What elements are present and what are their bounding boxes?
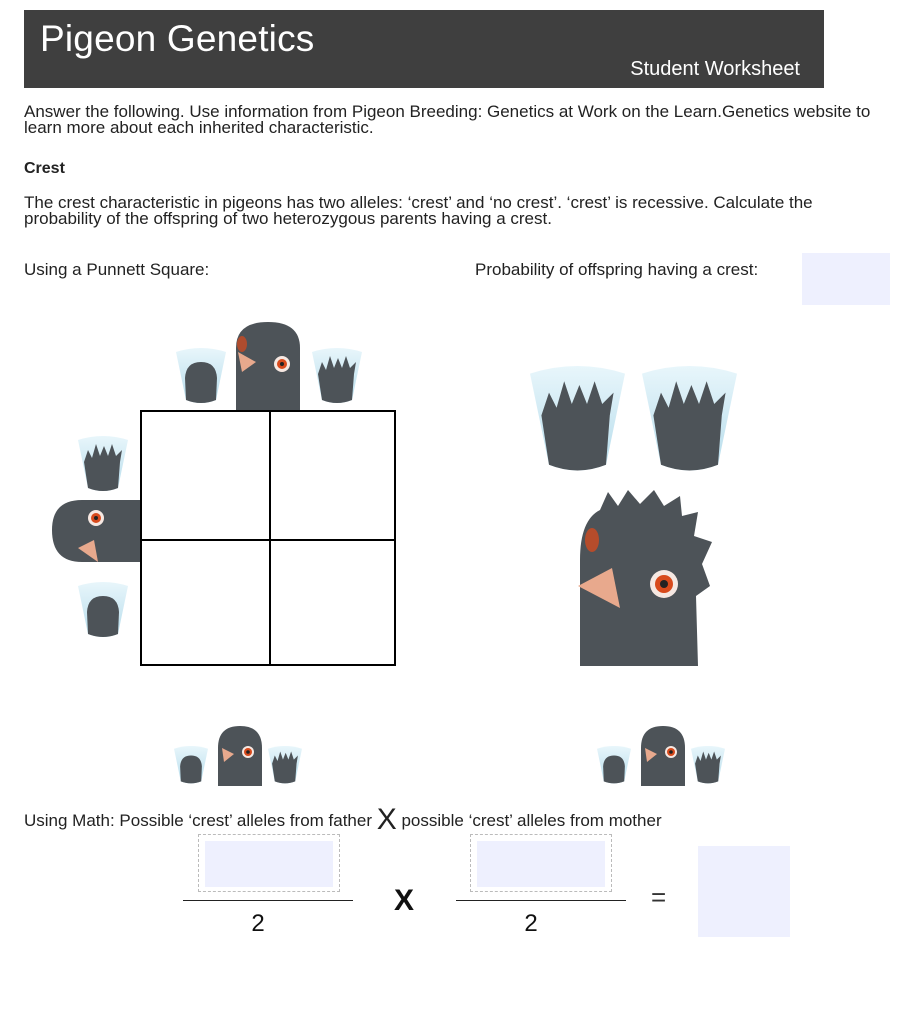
- grid-divider: [269, 412, 271, 664]
- father-denominator: 2: [251, 910, 265, 937]
- math-label: [24, 803, 662, 837]
- punnett-cell-4[interactable]: [271, 541, 398, 668]
- probability-label: Probability of offspring having a crest:: [475, 260, 759, 279]
- crest-alleles-illustration: [530, 366, 740, 466]
- father-pigeon-mini: [172, 724, 308, 788]
- crest-allele-icon: [691, 746, 725, 783]
- crest-allele-icon: [530, 366, 625, 471]
- math-label-before: Using Math: Possible ‘crest’ alleles from father: [24, 811, 377, 830]
- probability-input[interactable]: [802, 253, 890, 305]
- fraction-bar: [456, 900, 626, 901]
- no-crest-allele-icon: [597, 746, 631, 783]
- father-numerator-input[interactable]: [205, 841, 333, 887]
- math-label-after: possible ‘crest’ alleles from mother: [396, 811, 662, 830]
- crest-allele-icon: [268, 746, 302, 783]
- father-pigeon-illustration: [170, 318, 370, 413]
- no-crest-allele-icon: [78, 582, 128, 637]
- mother-pigeon-illustration: [50, 432, 142, 642]
- mother-denominator: 2: [524, 910, 538, 937]
- punnett-square: [140, 410, 396, 666]
- mother-numerator-input[interactable]: [477, 841, 605, 887]
- page-title: Pigeon Genetics: [40, 18, 315, 59]
- crest-allele-icon: [642, 366, 737, 471]
- crest-allele-icon: [78, 436, 128, 491]
- mother-numerator-frame: [470, 834, 612, 892]
- crested-pigeon-illustration: [570, 490, 720, 666]
- multiply-label-icon: X: [376, 803, 397, 836]
- header-banner: [24, 10, 824, 88]
- punnett-label: Using a Punnett Square:: [24, 260, 210, 279]
- result-input[interactable]: [698, 846, 790, 937]
- mother-pigeon-mini: [595, 724, 731, 788]
- equals-sign: =: [651, 882, 667, 912]
- father-numerator-frame: [198, 834, 340, 892]
- no-crest-allele-icon: [174, 746, 208, 783]
- page-subtitle: Student Worksheet: [630, 58, 800, 80]
- punnett-cell-2[interactable]: [271, 412, 398, 539]
- multiply-operator: X: [394, 884, 415, 917]
- crest-allele-icon: [312, 348, 362, 403]
- punnett-cell-3[interactable]: [142, 541, 269, 668]
- grid-divider: [142, 539, 394, 541]
- intro-text: Answer the following. Use information from Pigeon Breeding: Genetics at Work on the Learn.Genetics website to learn more about each inherited characteristic.: [24, 102, 871, 137]
- fraction-bar: [183, 900, 353, 901]
- section-title: Crest: [24, 160, 65, 177]
- section-description: The crest characteristic in pigeons has two alleles: ‘crest’ and ‘no crest’. ‘crest’ is recessive. Calculate the probability of the offspring of two heterozygous parents having a crest.: [24, 193, 813, 228]
- punnett-cell-1[interactable]: [142, 412, 269, 539]
- no-crest-allele-icon: [176, 348, 226, 403]
